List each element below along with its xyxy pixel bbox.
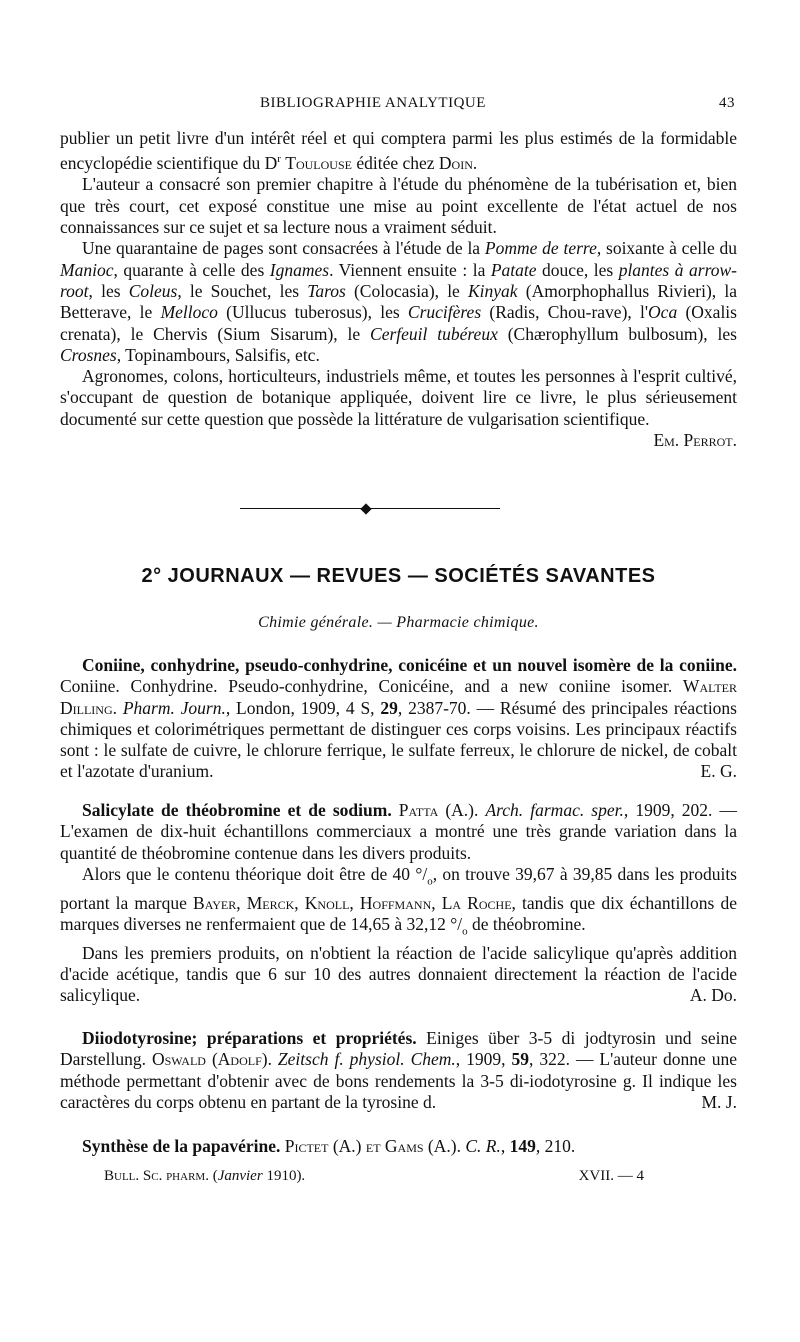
article-journal: Arch. farmac. sper. <box>485 800 624 820</box>
article-title: Coniine, conhydrine, pseudo-conhydrine, conicéine et un nouvel isomère de la coniine. <box>82 655 737 675</box>
article-papaverine <box>60 1136 737 1157</box>
subsection-title: Chimie générale. — Pharmacie chimique. <box>258 614 539 631</box>
article-paragraph: Dans les premiers produits, on n'obtient la réaction de l'acide salicylique qu'après addition d'acide acétique, tandis que 6 sur 10 des autres donnaient directement la réaction de l'acide salicylique. A. Do. <box>60 942 737 1006</box>
article-author: Walter Dilling. <box>60 676 737 718</box>
article-initials: M. J. <box>701 1091 737 1112</box>
article-paragraph: Alors que le contenu théorique doit être de 40 $^\circ/_o$, on trouve 39,67 à 39,85 dans les produits portant la marque Bayer, Merck, Knoll, Hoffmann, La Roche, tandis que dix échantillons de marques diverses ne renfermaient que de 14,65 à 32,12 $^\circ/_o$ de théobromine. <box>60 863 737 938</box>
article-salicylate <box>60 800 737 1007</box>
article-diiodotyrosine <box>60 1028 737 1113</box>
article-paragraph: Synthèse de la papavérine. Pictet (A.) et Gams (A.). C. R., 149, 210. <box>82 1136 576 1156</box>
article-paragraph: Diiodotyrosine; préparations et propriétés. Einiges über 3-5 di jodtyrosin und seine Darstellung. Oswald (Adolf). Zeitsch f. physiol. Chem., 1909, 59, 322. — L'auteur donne une méthode permettant d'obtenir avec de bons rendements la 3-5 di-iodotyrosine g. Il indique les caractères du corps obtenu en partant de la tyrosine d. M. J. <box>60 1028 738 1112</box>
review-paragraph-1: publier un petit livre d'un intérêt réel et qui comptera parmi les plus estimés de la formidable encyclopédie scientifique du $D^r$ Toulouse éditée chez Doin. <box>60 128 737 174</box>
book-review <box>60 128 737 451</box>
review-signature: Em. Perrot. <box>653 429 737 450</box>
running-title: BIBLIOGRAPHIE ANALYTIQUE <box>260 95 486 111</box>
article-coniine <box>60 655 737 783</box>
review-paragraph-4: Agronomes, colons, horticulteurs, industriels même, et toutes les personnes à l'esprit cultivé, s'occupant de question de botanique appliquée, doivent lire ce livre, le plus sérieusement documenté sur cette question que possède la littérature de vulgarisation scientifique. Em. Perrot. <box>60 366 737 450</box>
article-journal: C. R. <box>460 1136 501 1156</box>
article-author: Patta <box>391 800 439 820</box>
divider-ornament-icon <box>360 503 371 514</box>
publisher-name: Doin <box>438 153 473 174</box>
article-title: Salicylate de théobromine et de sodium. <box>82 800 392 820</box>
author-name: Toulouse <box>285 153 352 174</box>
article-paragraph: Salicylate de théobromine et de sodium. Patta (A.). Arch. farmac. sper., 1909, 202. — L'examen de dix-huit échantillons commerciaux a montré une très grande variation dans la quantité de théobromine contenue dans les divers produits. <box>60 800 737 863</box>
article-title: Diiodotyrosine; préparations et propriétés. <box>82 1028 417 1048</box>
review-paragraph-2: L'auteur a consacré son premier chapitre à l'étude du phénomène de la tubérisation et, bien que très court, cet exposé constitue une mise au point excellente de l'état actuel de nos connaissances sur ce sujet et sa lecture nous a vraiment séduit. <box>60 174 737 238</box>
review-paragraph-3: Une quarantaine de pages sont consacrées à l'étude de la Pomme de terre, soixante à celle du Manioc, quarante à celle des Ignames. Viennent ensuite : la Patate douce, les plantes à arrow-root, les Coleus, le Souchet, les Taros (Colocasia), le Kinyak (Amorphophallus Rivieri), la Betterave, le Melloco (Ullucus tuberosus), les Crucifères (Radis, Chou-rave), l'Oca (Oxalis crenata), le Chervis (Sium Sisarum), le Cerfeuil tubéreux (Chærophyllum bulbosum), les Crosnes, Topinambours, Salsifis, etc. <box>60 238 738 365</box>
article-title: Synthèse de la papavérine. <box>82 1136 281 1156</box>
brand-names: Bayer, Merck, Knoll, Hoffmann, La Roche <box>193 892 512 913</box>
article-journal: Pharm. Journ. <box>117 697 226 718</box>
article-author: Pictet (A.) et Gams (A.). <box>280 1136 461 1156</box>
article-author: Oswald (Adolf). <box>152 1049 272 1070</box>
footer-signature-mark: XVII. — 4 <box>578 1168 644 1184</box>
section-title: 2° JOURNAUX — REVUES — SOCIÉTÉS SAVANTES <box>141 565 656 587</box>
footer-journal: Bull. Sc. pharm. (Janvier 1910). <box>104 1168 306 1184</box>
article-initials: A. Do. <box>689 985 737 1006</box>
article-paragraph: Coniine, conhydrine, pseudo-conhydrine, conicéine et un nouvel isomère de la coniine. Coniine. Conhydrine. Pseudo-conhydrine, Conicéine, and a new coniine isomer. Walter Dilling. Pharm. Journ., London, 1909, 4 S, 29, 2387-70. — Résumé des principales réactions chimiques et colorimétriques permettant de distinguer ces corps voisins. Les principaux réactifs sont : le sulfate de cuivre, le chlorure ferrique, le sulfate ferreux, le chlorure de nickel, de cobalt et l'azotate d'uranium. E. G. <box>60 655 737 782</box>
article-journal: Zeitsch f. physiol. Chem. <box>271 1049 456 1070</box>
article-initials: E. G. <box>700 761 737 782</box>
page-number: 43 <box>719 95 735 111</box>
section-divider <box>240 505 500 513</box>
